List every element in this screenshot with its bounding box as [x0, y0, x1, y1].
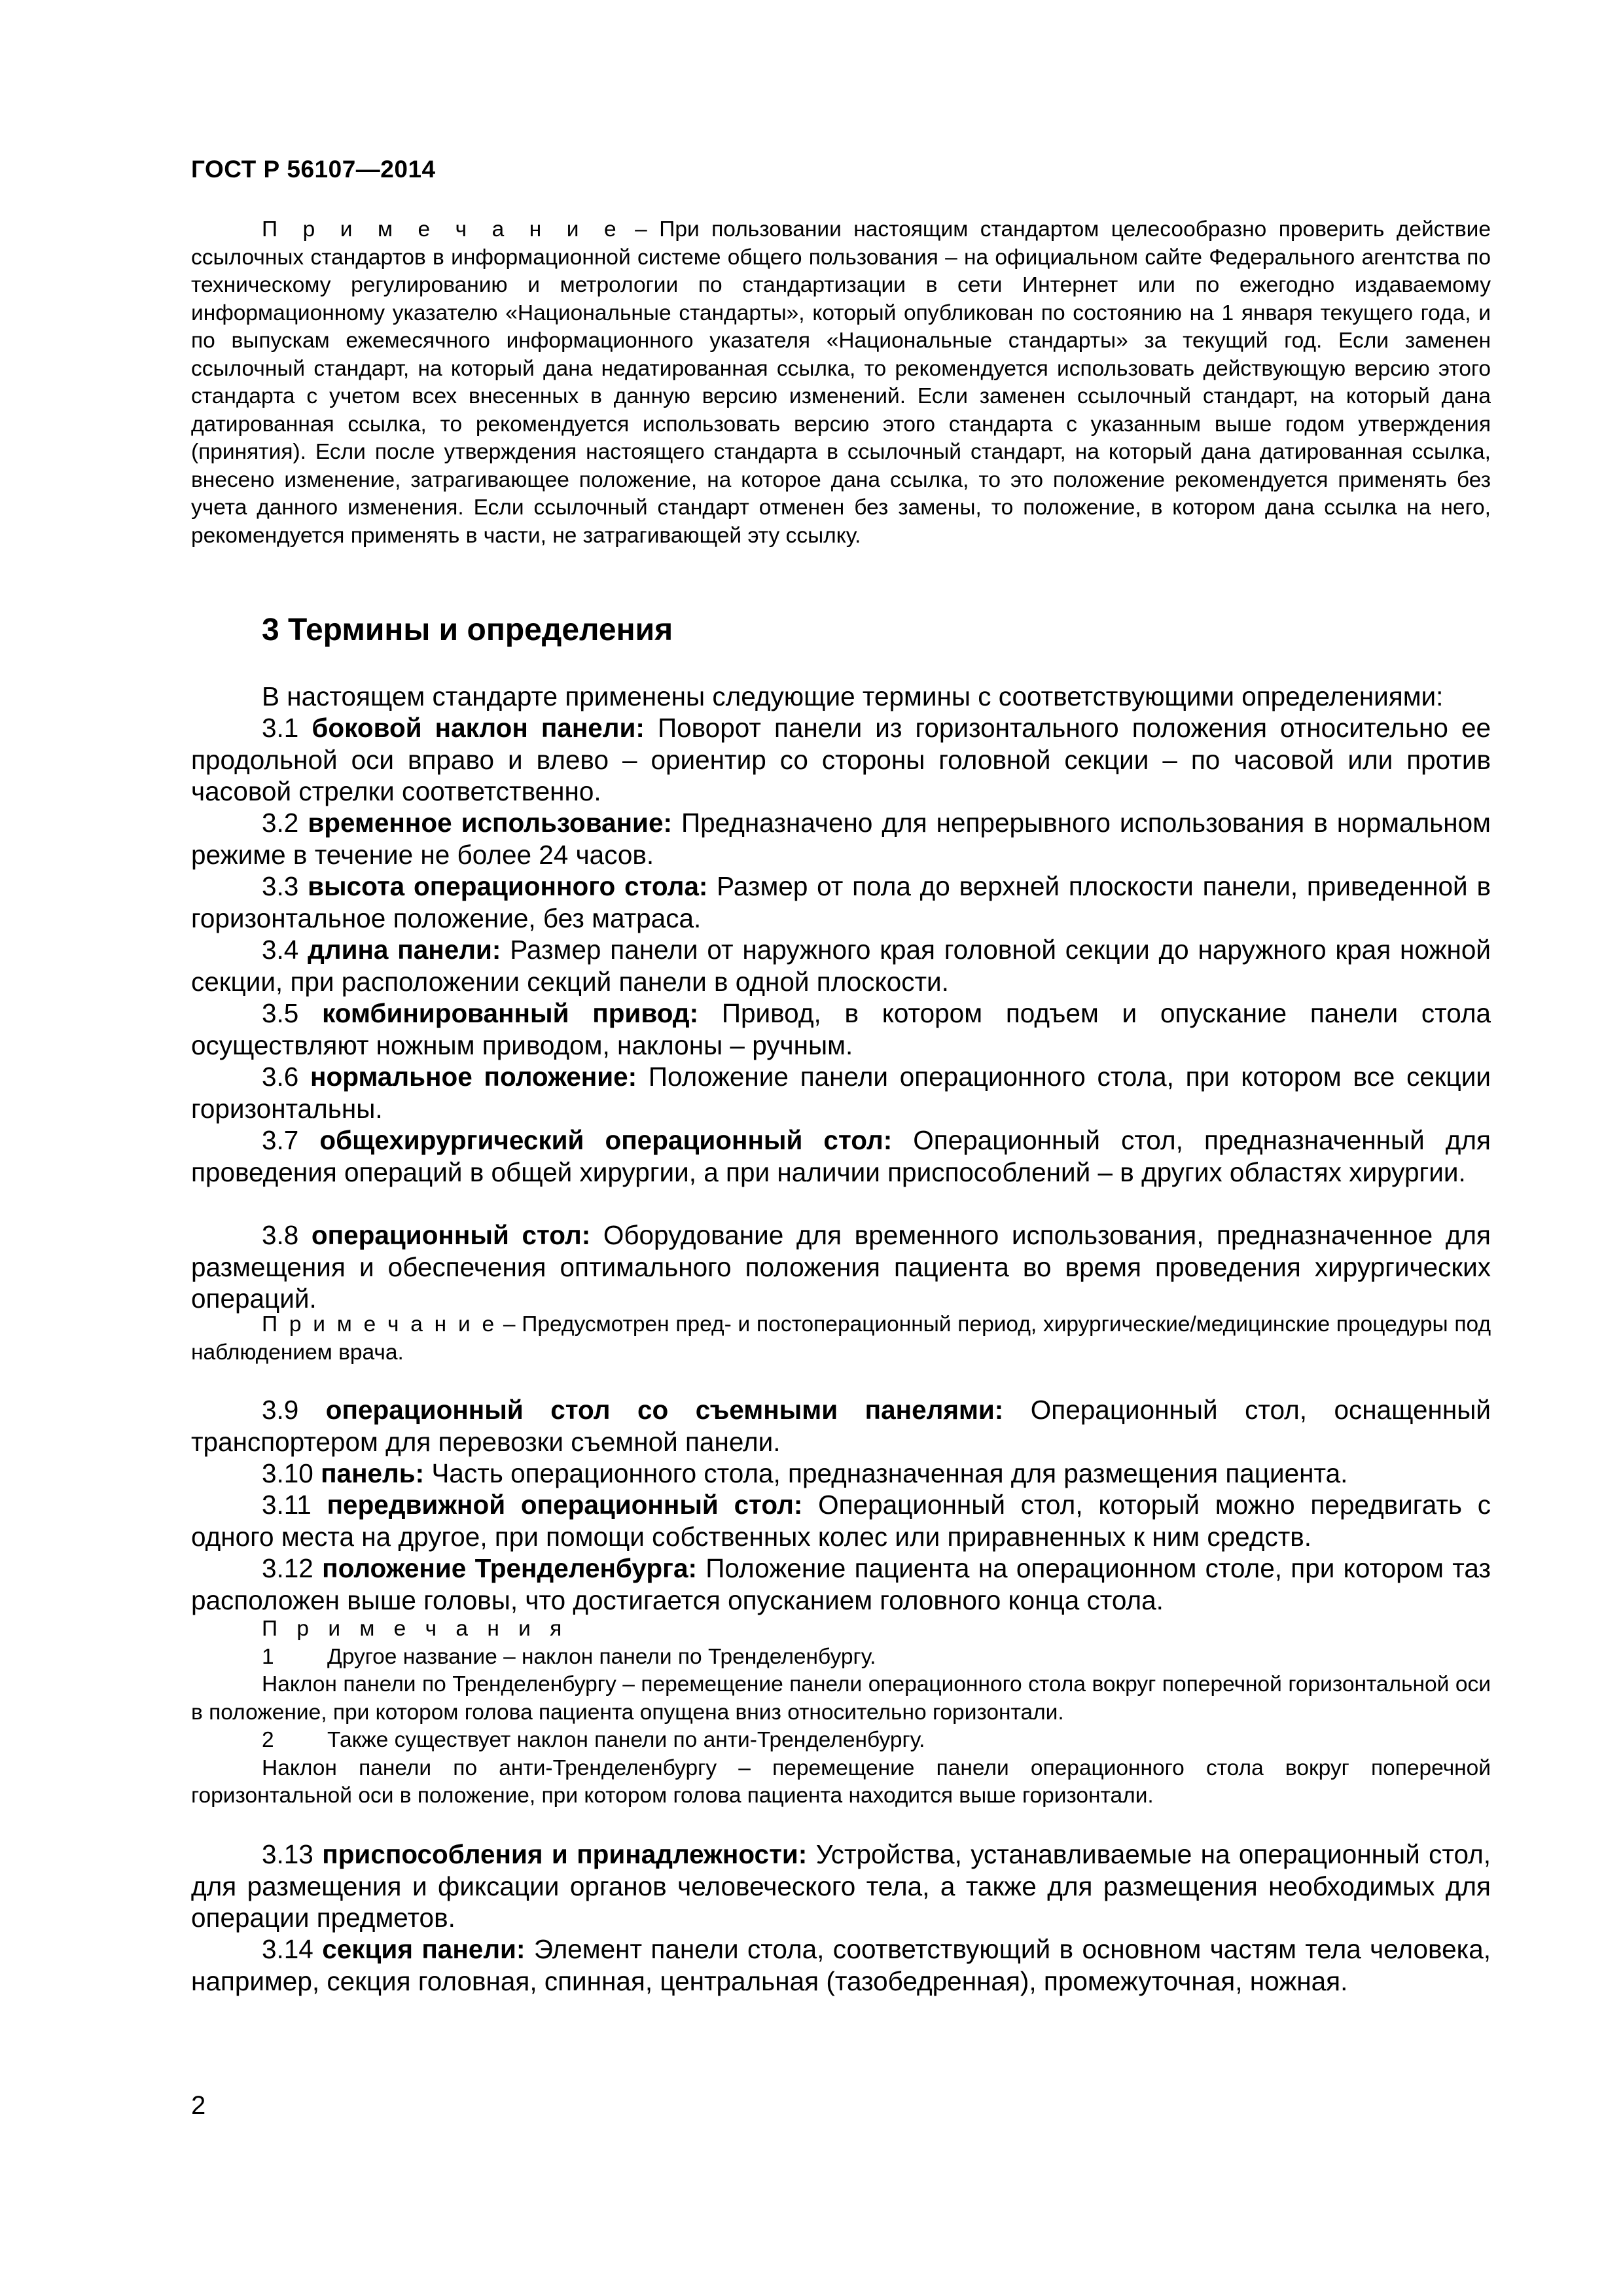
notes-label: П р и м е ч а н и я — [262, 1617, 569, 1641]
term-3-1 — [191, 712, 1491, 808]
term-number: 3.8 — [262, 1220, 312, 1250]
term-definition: Операционный стол, предназначенный для проведения операций в общей хирургии, а при наличии приспособлений – в других областях хирургии. — [191, 1125, 1491, 1187]
term-number: 3.14 — [262, 1934, 323, 1964]
term-3-2 — [191, 807, 1491, 870]
term-number: 3.5 — [262, 998, 323, 1028]
note-label: П р и м е ч а н и е — [262, 217, 623, 242]
term-name: операционный стол: — [311, 1220, 591, 1250]
term-name: передвижной операционный стол: — [327, 1490, 803, 1520]
term-3-11 — [191, 1489, 1491, 1552]
term-number: 3.2 — [262, 808, 308, 838]
term-3-10 — [191, 1458, 1491, 1490]
term-name: боковой наклон панели: — [312, 713, 645, 743]
term-3-4 — [191, 934, 1491, 997]
note-text: – При пользовании настоящим стандартом целесообразно проверить действие ссылочных стандартов в информационной системе общего пользования – на официальном сайте Федерального агентства по техническому регулированию и метрологии по стандартизации в сети Интернет или по ежегодно издаваемому информационному указателю «Национальные стандарты», который опубликован по состоянию на 1 января текущего года, и по выпускам ежемесячного информационного указателя «Национальные стандарты» за текущий год. Если заменен ссылочный стандарт, на который дана недатированная ссылка, то рекомендуется использовать действующую версию этого стандарта с учетом всех внесенных в данную версию изменений. Если заменен ссылочный стандарт, на который дана датированная ссылка, то рекомендуется использовать версию этого стандарта с указанным выше годом утверждения (принятия). Если после утверждения настоящего стандарта в ссылочный стандарт, на который дана датированная ссылка, внесено изменение, затрагивающее положение, на которое дана ссылка, то это положение рекомендуется применять без учета данного изменения. Если ссылочный стандарт отменен без замены, то положение, в котором дана ссылка на него, рекомендуется применять в части, не затрагивающей эту ссылку. — [191, 217, 1491, 548]
references-note — [191, 216, 1491, 550]
term-definition: Операционный стол, оснащенный транспортером для перевозки съемной панели. — [191, 1395, 1491, 1457]
term-name: приспособления и принадлежности: — [322, 1839, 808, 1869]
term-number: 3.13 — [262, 1839, 323, 1869]
note-continuation: Наклон панели по Тренделенбургу – перемещение панели операционного стола вокруг поперечной горизонтальной оси в положение, при котором голова пациента опущена вниз относительно горизонтали. — [191, 1672, 1491, 1725]
term-3-14 — [191, 1933, 1491, 1997]
term-name: общехирургический операционный стол: — [319, 1125, 893, 1155]
term-name: высота операционного стола: — [308, 871, 708, 901]
term-number: 3.9 — [262, 1395, 326, 1425]
term-definition: Элемент панели стола, соответствующий в основном частям тела человека, например, секция головная, спинная, центральная (тазобедренная), промежуточная, ножная. — [191, 1934, 1491, 1996]
term-name: операционный стол со съемными панелями: — [325, 1395, 1004, 1425]
note-continuation: Наклон панели по анти-Тренделенбургу – перемещение панели операционного стола вокруг поперечной горизонтальной оси в положение, при котором голова пациента находится выше горизонтали. — [191, 1755, 1491, 1808]
term-definition: Размер панели от наружного края головной секции до наружного края ножной секции, при расположении секций панели в одной плоскости. — [191, 935, 1491, 997]
section-intro: В настоящем стандарте применены следующие термины с соответствующими определениями: — [262, 681, 1444, 711]
term-definition: Устройства, устанавливаемые на операционный стол, для размещения и фиксации органов человеческого тела, а также для размещения необходимых для операции предметов. — [191, 1839, 1491, 1933]
note-text: Другое название – наклон панели по Тренделенбургу. — [327, 1644, 876, 1669]
term-3-7 — [191, 1124, 1491, 1188]
term-3-13 — [191, 1839, 1491, 1934]
term-name: секция панели: — [322, 1934, 526, 1964]
term-name: комбинированный привод: — [322, 998, 699, 1028]
term-3-9 — [191, 1394, 1491, 1458]
note-number: 2 — [262, 1728, 274, 1752]
note-label: П р и м е ч а н и е — [262, 1312, 497, 1336]
page-number: 2 — [191, 2091, 206, 2120]
term-definition: Привод, в котором подъем и опускание панели стола осуществляют ножным приводом, наклоны – ручным. — [191, 998, 1491, 1060]
term-number: 3.11 — [262, 1490, 327, 1520]
term-name: нормальное положение: — [310, 1062, 637, 1092]
term-definition: Положение пациента на операционном столе, при котором таз расположен выше головы, что достигается опусканием головного конца стола. — [191, 1553, 1491, 1615]
term-number: 3.7 — [262, 1125, 320, 1155]
term-3-12 — [191, 1552, 1491, 1616]
term-definition: Оборудование для временного использования, предназначенное для размещения и обеспечения оптимального положения пациента во время проведения хирургических операций. — [191, 1220, 1491, 1314]
term-name: длина панели: — [308, 935, 501, 965]
term-number: 3.1 — [262, 713, 312, 743]
term-definition: Поворот панели из горизонтального положения относительно ее продольной оси вправо и влево – ориентир со стороны головной секции – по часовой или против часовой стрелки соответственно. — [191, 713, 1491, 806]
note-3-8 — [191, 1311, 1491, 1367]
term-name: положение Тренделенбурга: — [322, 1553, 698, 1583]
term-3-8 — [191, 1219, 1491, 1315]
term-number: 3.6 — [262, 1062, 311, 1092]
term-number: 3.3 — [262, 871, 308, 901]
notes-3-12 — [191, 1615, 1491, 1810]
term-number: 3.12 — [262, 1553, 323, 1583]
term-name: временное использование: — [308, 808, 672, 838]
section-heading: 3 Термины и определения — [262, 613, 673, 647]
term-3-6 — [191, 1061, 1491, 1124]
term-name: панель: — [321, 1458, 425, 1488]
term-3-5 — [191, 997, 1491, 1061]
term-definition: Операционный стол, который можно передвигать с одного места на другое, при помощи собственных колес или приравненных к ним средств. — [191, 1490, 1491, 1552]
term-definition: Размер от пола до верхней плоскости панели, приведенной в горизонтальное положение, без матраса. — [191, 871, 1491, 933]
term-3-3 — [191, 870, 1491, 934]
document-header: ГОСТ Р 56107—2014 — [191, 156, 436, 183]
term-definition: Положение панели операционного стола, при котором все секции горизонтальны. — [191, 1062, 1491, 1124]
term-number: 3.4 — [262, 935, 308, 965]
term-definition: Часть операционного стола, предназначенная для размещения пациента. — [424, 1458, 1348, 1488]
term-number: 3.10 — [262, 1458, 321, 1488]
note-text: – Предусмотрен пред- и постоперационный период, хирургические/медицинские процедуры под наблюдением врача. — [191, 1312, 1491, 1365]
note-number: 1 — [262, 1644, 274, 1669]
note-text: Также существует наклон панели по анти-Тренделенбургу. — [327, 1728, 925, 1752]
term-definition: Предназначено для непрерывного использования в нормальном режиме в течение не более 24 часов. — [191, 808, 1491, 870]
